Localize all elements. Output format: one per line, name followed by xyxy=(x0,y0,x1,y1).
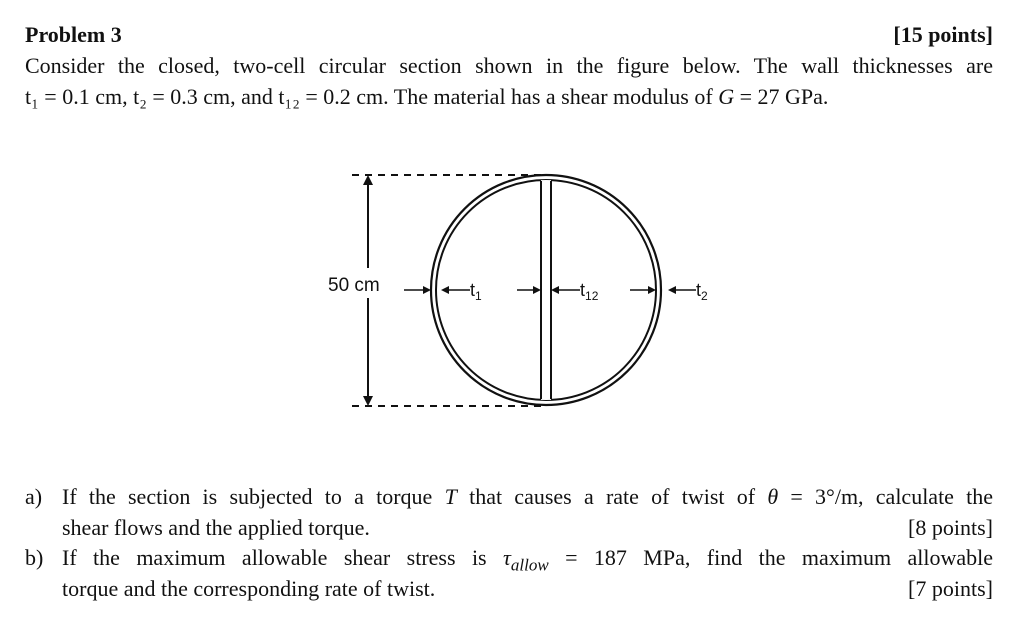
part-a-post: = 3°/m, calculate the xyxy=(790,484,994,509)
t2-indicator xyxy=(630,286,696,294)
part-b-post: = 187 MPa, find the maximum allowable xyxy=(565,545,994,570)
tau-subscript: allow xyxy=(510,555,549,575)
part-a-points: [8 points] xyxy=(908,515,993,540)
t1-value: t₁ = 0.1 cm, xyxy=(25,84,128,109)
torque-symbol: T xyxy=(444,484,457,509)
part-b-line2 xyxy=(62,576,993,602)
G-value: = 27 GPa. xyxy=(739,84,829,109)
t2-value: t₂ = 0.3 cm, xyxy=(133,84,236,109)
material-text: The material has a shear modulus of xyxy=(393,84,713,109)
dimension-arrow-top xyxy=(363,175,373,185)
part-a-line2-text: shear flows and the applied torque. xyxy=(62,515,370,540)
part-b-points: [7 points] xyxy=(908,576,993,601)
part-b-line2-text: torque and the corresponding rate of twist. xyxy=(62,576,436,601)
t12-value: t₁₂ = 0.2 cm. xyxy=(278,84,389,109)
part-a-label: a) xyxy=(25,484,43,509)
tau-symbol: τ xyxy=(503,545,511,570)
part-a-mid: that causes a rate of twist of xyxy=(469,484,756,509)
and-word: and xyxy=(241,84,273,109)
part-a-line2 xyxy=(62,515,993,541)
t1-label: $t_1$ xyxy=(470,280,482,303)
G-symbol: G xyxy=(718,84,735,109)
dimension-arrow-bottom xyxy=(363,396,373,406)
t2-label: $t_2$ xyxy=(696,280,708,303)
part-a-line1 xyxy=(62,484,993,510)
t12-label: $t_{12}$ xyxy=(580,280,599,303)
part-b-pre: If the maximum allowable shear stress is xyxy=(62,545,487,570)
problem-title: Problem 3 xyxy=(25,22,122,47)
dimension-label: 50 cm xyxy=(328,275,380,296)
part-a-pre: If the section is subjected to a torque xyxy=(62,484,433,509)
part-b-line1 xyxy=(62,545,993,578)
problem-points: [15 points] xyxy=(893,22,993,47)
problem-statement-line1: Consider the closed, two-cell circular section shown in the figure below. The wall thicknesses are xyxy=(25,53,993,78)
part-b-label: b) xyxy=(25,545,44,570)
theta-symbol: θ xyxy=(767,484,779,509)
tau-allow xyxy=(503,545,549,575)
